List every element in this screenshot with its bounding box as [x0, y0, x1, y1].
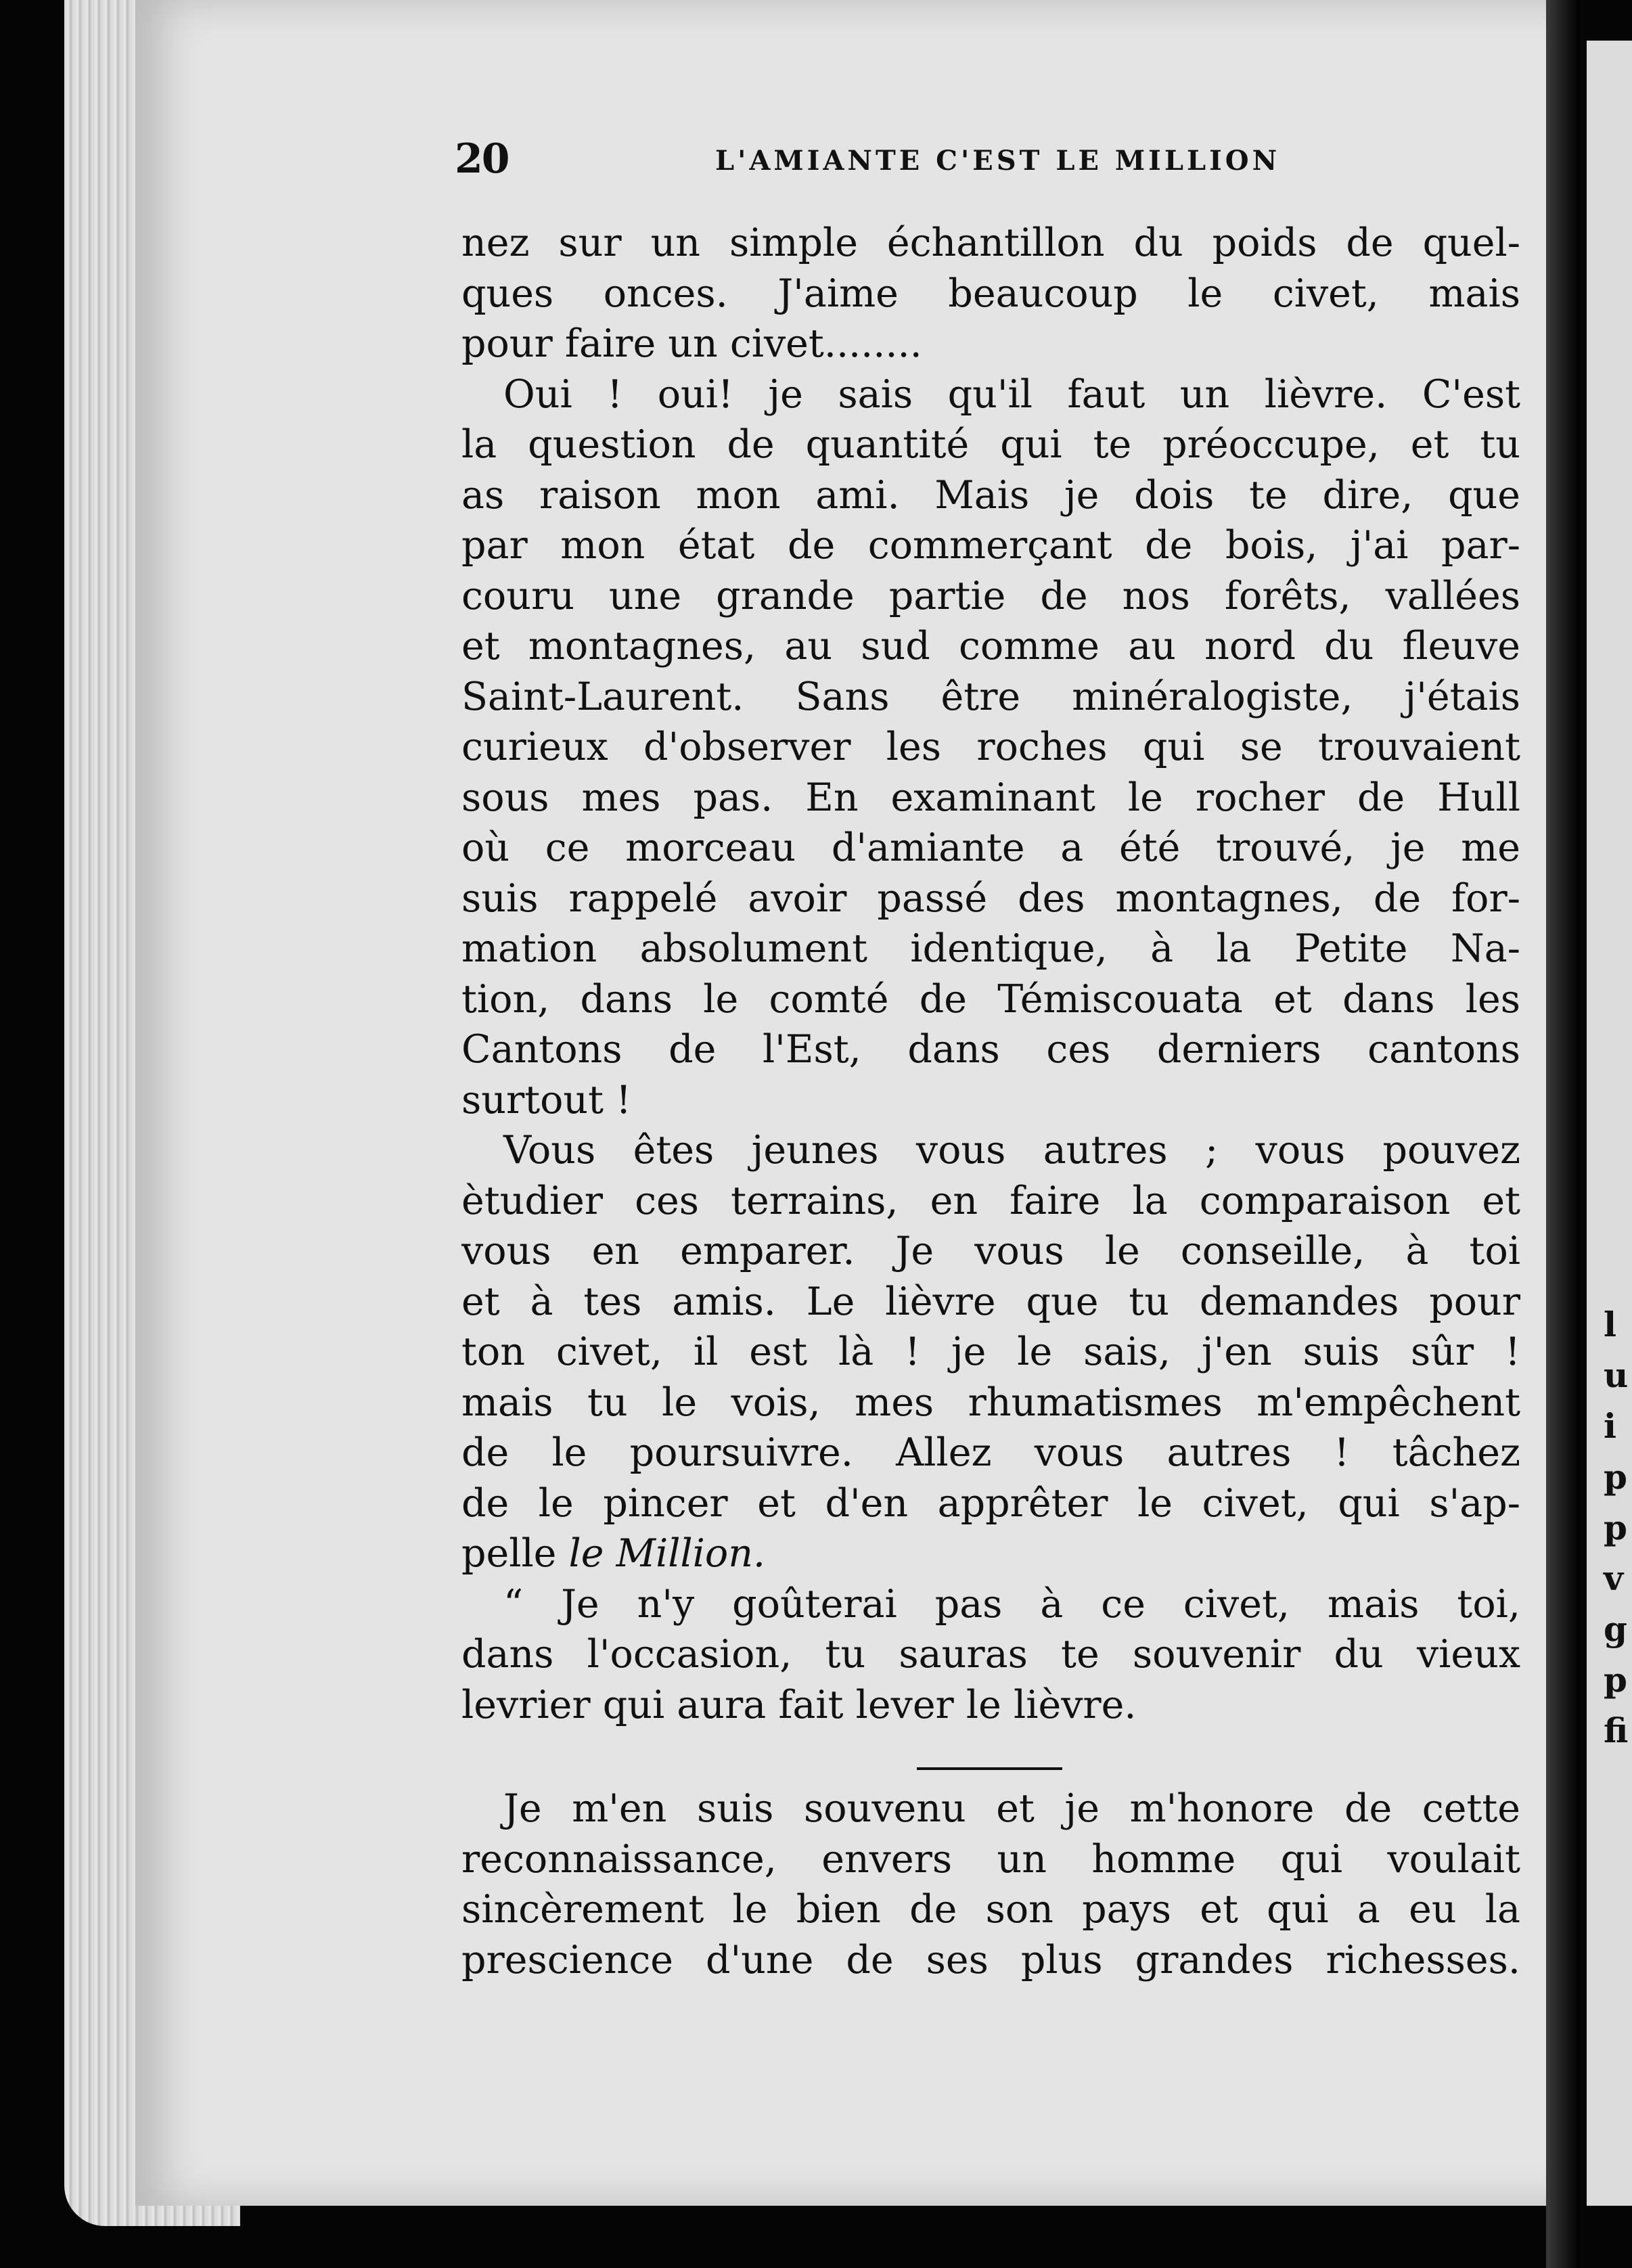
paragraph: [461, 218, 1520, 369]
facing-page-letters: [1604, 1299, 1632, 1756]
facing-page-edge: [1587, 41, 1632, 2206]
text-fragment: pelle: [461, 1531, 569, 1576]
text-line: où ce morceau d'amiante a été trouvé, je me: [461, 825, 1520, 870]
text-line: de le poursuivre. Allez vous autres ! tâchez: [461, 1430, 1520, 1475]
text-line: surtout !: [461, 1077, 632, 1122]
text-line: et montagnes, au sud comme au nord du fleuve: [461, 624, 1520, 668]
text-line: mais tu le vois, mes rhumatismes m'empêchent: [461, 1380, 1520, 1425]
text-line: suis rappelé avoir passé des montagnes, de for-: [461, 876, 1520, 921]
text-line: Oui ! oui! je sais qu'il faut un lièvre. C'est: [503, 371, 1520, 417]
text-line: nez sur un simple échantillon du poids de quel-: [461, 221, 1520, 265]
text-line: curieux d'observer les roches qui se trouvaient: [461, 725, 1520, 769]
section-divider: [917, 1767, 1062, 1770]
text-line: sincèrement le bien de son pays et qui a eu la: [461, 1887, 1520, 1932]
facing-letter: l: [1604, 1305, 1616, 1344]
page-number: 20: [455, 135, 509, 183]
text-line: tion, dans le comté de Témiscouata et dans les: [461, 976, 1520, 1022]
text-line: reconnaissance, envers un homme qui voulait: [461, 1836, 1520, 1882]
running-head: L'AMIANTE C'EST LE MILLION: [715, 145, 1281, 177]
facing-letter: v: [1604, 1558, 1624, 1598]
page-header: [455, 135, 1281, 196]
text-line: de le pincer et d'en apprêter le civet, qui s'ap-: [461, 1480, 1520, 1526]
text-line: dans l'occasion, tu sauras te souvenir du vieux: [461, 1632, 1520, 1677]
text-line: par mon état de commerçant de bois, j'ai par-: [461, 523, 1520, 568]
text-line: et à tes amis. Le lièvre que tu demandes pour: [461, 1279, 1520, 1324]
text-line: sous mes pas. En examinant le rocher de Hull: [461, 775, 1520, 820]
closing-paragraph: [461, 1784, 1520, 1985]
text-line: Je m'en suis souvenu et je m'honore de cette: [503, 1786, 1520, 1831]
book-gutter: [1546, 0, 1580, 2268]
facing-letter: p: [1604, 1507, 1627, 1547]
facing-letter: p: [1604, 1457, 1627, 1497]
paragraph: [461, 1579, 1520, 1731]
facing-letter: p: [1604, 1660, 1627, 1700]
body-text: [461, 218, 1520, 1730]
facing-letter: fi: [1604, 1710, 1629, 1750]
text-line: “ Je n'y goûterai pas à ce civet, mais toi,: [503, 1581, 1520, 1627]
text-line: Cantons de l'Est, dans ces derniers cantons: [461, 1027, 1520, 1072]
text-line: Vous êtes jeunes vous autres ; vous pouvez: [503, 1128, 1520, 1173]
text-line: mation absolument identique, à la Petite Na-: [461, 926, 1520, 971]
facing-letter: u: [1604, 1355, 1629, 1395]
text-line: Saint-Laurent. Sans être minéralogiste, j'étais: [461, 674, 1520, 719]
text-line: couru une grande partie de nos forêts, vallées: [461, 573, 1520, 618]
text-line: levrier qui aura fait lever le lièvre.: [461, 1682, 1137, 1727]
text-line: [461, 1528, 1520, 1579]
text-line: pour faire un civet........: [461, 321, 922, 366]
text-line: ques onces. J'aime beaucoup le civet, mais: [461, 271, 1520, 316]
text-line: la question de quantité qui te préoccupe, et tu: [461, 422, 1520, 467]
book-title-emphasis: le Million.: [568, 1531, 766, 1576]
text-line: as raison mon ami. Mais je dois te dire, que: [461, 472, 1520, 518]
text-line: vous en emparer. Je vous le conseille, à toi: [461, 1229, 1520, 1273]
facing-letter: g: [1604, 1609, 1627, 1649]
text-line: ton civet, il est là ! je le sais, j'en suis sûr !: [461, 1330, 1520, 1374]
text-line: ètudier ces terrains, en faire la comparaison et: [461, 1178, 1520, 1223]
paragraph: [461, 1125, 1520, 1579]
facing-letter: i: [1604, 1406, 1616, 1446]
text-line: prescience d'une de ses plus grandes richesses.: [461, 1937, 1520, 1982]
paragraph: [461, 369, 1520, 1126]
